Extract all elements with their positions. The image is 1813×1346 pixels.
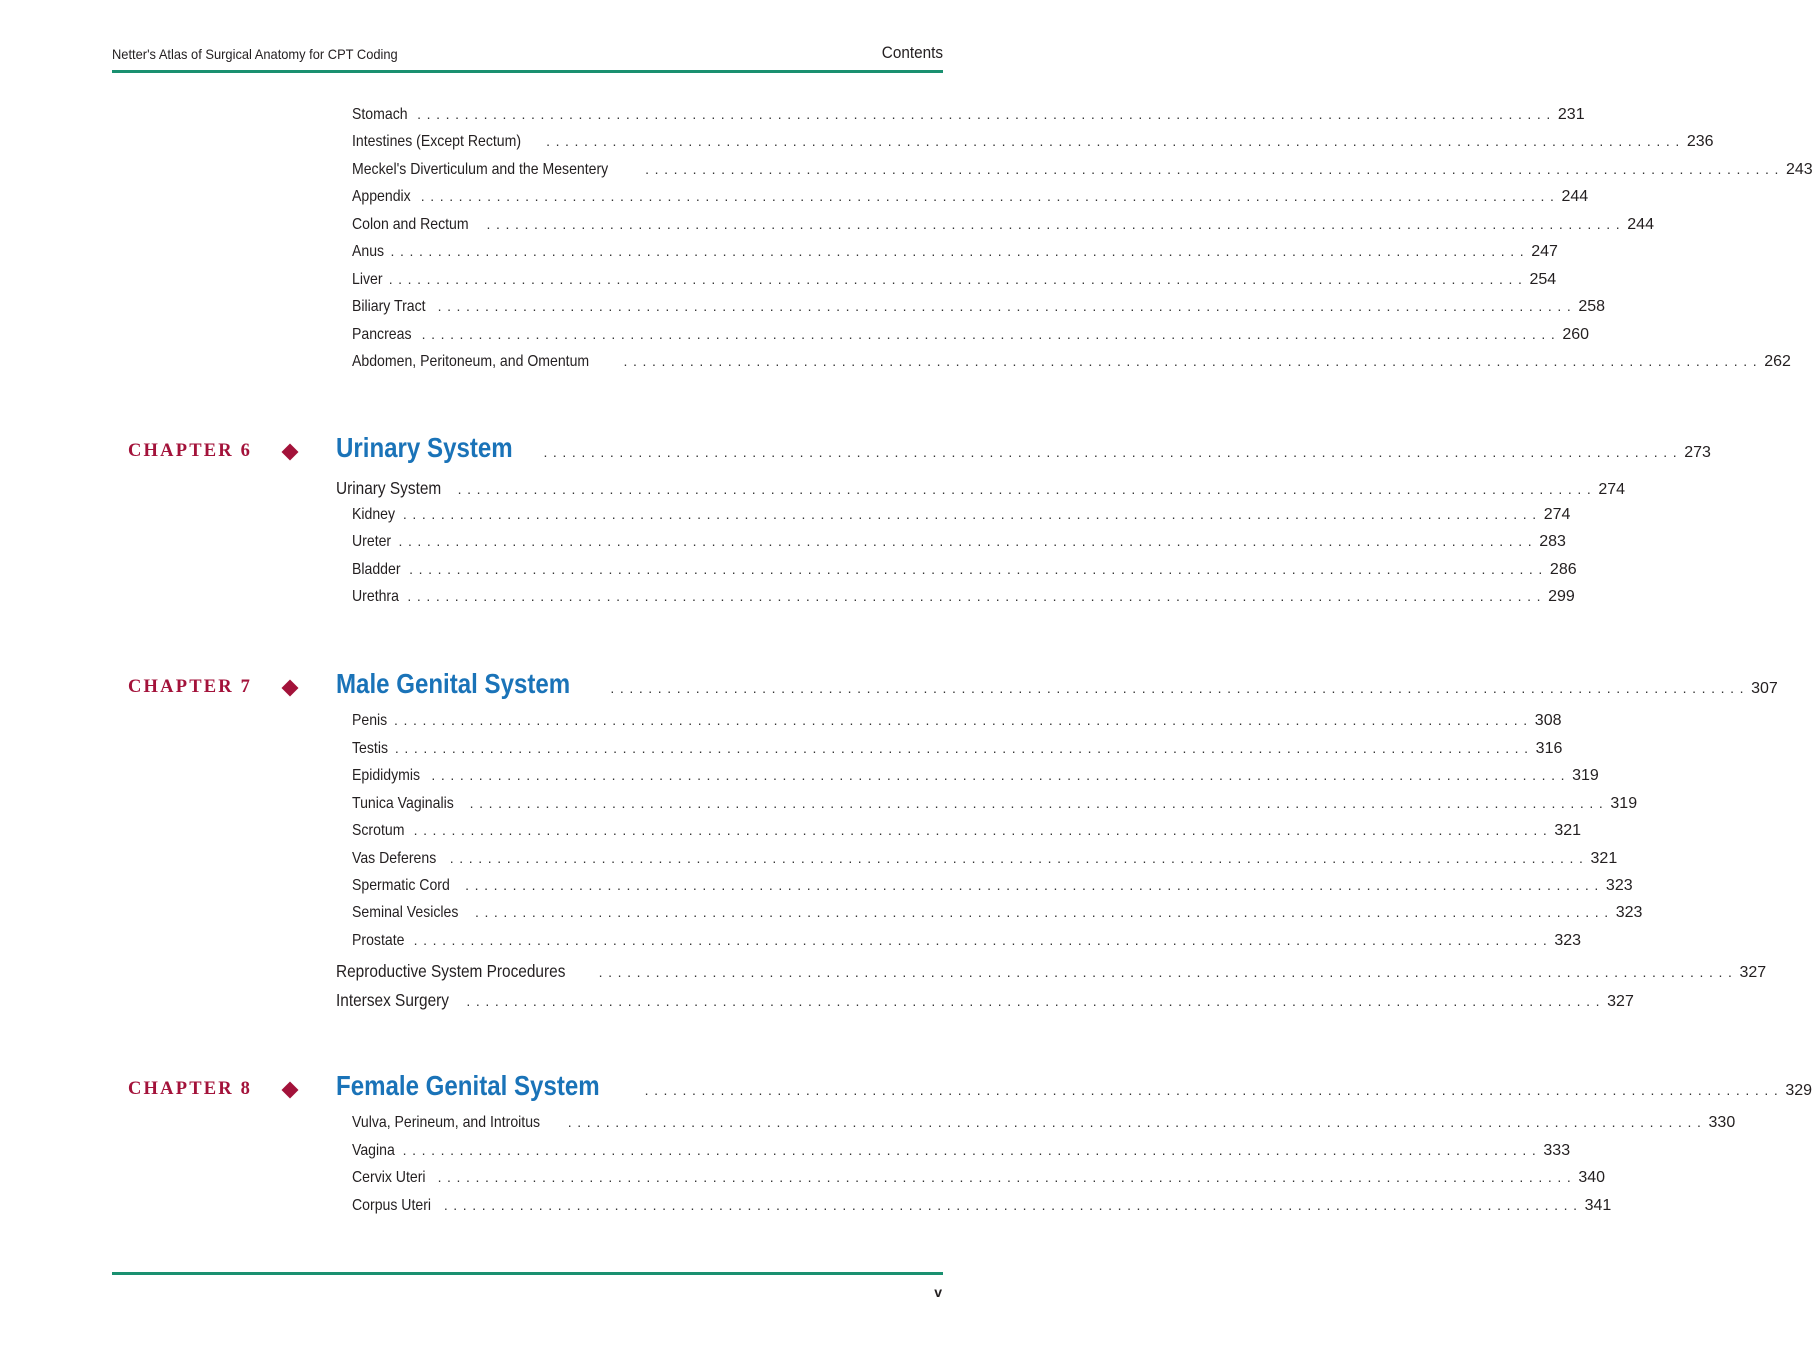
leader-dots: ........................................................................................................................	[457, 481, 1597, 497]
entry-page: 254	[1529, 271, 1557, 288]
entry-page: 243	[1785, 161, 1813, 178]
leader-dots: ........................................................................................................................	[398, 533, 1538, 549]
toc-entry[interactable]	[352, 1114, 1736, 1140]
toc-entry[interactable]	[352, 877, 1633, 903]
entry-page: 321	[1554, 822, 1582, 839]
toc-entry[interactable]	[352, 133, 1714, 159]
leader-dots: ........................................................................................................................	[388, 271, 1528, 287]
entry-title: Seminal Vesicles	[352, 904, 459, 921]
chapter-title: Female Genital System	[336, 1070, 600, 1101]
header-rule	[112, 70, 943, 73]
page-folio: v	[934, 1284, 942, 1300]
entry-title: Corpus Uteri	[352, 1197, 432, 1214]
entry-title: Urethra	[352, 588, 399, 605]
entry-page: 260	[1562, 326, 1590, 343]
entry-page: 244	[1627, 216, 1654, 233]
entry-page: 323	[1615, 904, 1643, 921]
entry-title: Vas Deferens	[352, 850, 437, 867]
entry-title: Prostate	[352, 932, 405, 949]
toc-entry[interactable]	[352, 1169, 1606, 1195]
entry-page: 236	[1686, 133, 1714, 150]
chapter-label: CHAPTER 7	[128, 677, 253, 697]
toc-entry[interactable]	[352, 740, 1563, 766]
entry-page: 333	[1543, 1142, 1571, 1159]
entry-page: 330	[1708, 1114, 1736, 1131]
entry-page: 283	[1539, 533, 1566, 550]
entry-page: 321	[1590, 850, 1618, 867]
toc-entry[interactable]	[352, 271, 1557, 297]
toc-entry[interactable]	[352, 795, 1638, 821]
leader-dots: ........................................................................................................................	[469, 795, 1609, 811]
leader-dots: ........................................................................................................................	[420, 188, 1560, 204]
entry-page: 273	[1684, 444, 1711, 461]
entry-page: 327	[1607, 993, 1634, 1010]
toc-entry[interactable]	[352, 326, 1590, 352]
toc-entry[interactable]	[352, 243, 1558, 269]
entry-page: 286	[1549, 561, 1577, 578]
leader-dots: ........................................................................................................................	[407, 588, 1547, 604]
chapter-label: CHAPTER 6	[128, 441, 253, 461]
toc-entry[interactable]	[336, 478, 1626, 504]
toc-entry[interactable]	[352, 932, 1582, 958]
entry-title: Epididymis	[352, 767, 421, 784]
diamond-icon	[282, 680, 299, 697]
entry-title: Appendix	[352, 188, 411, 205]
leader-dots: ........................................................................................................................	[402, 506, 1542, 522]
entry-page: 247	[1531, 243, 1558, 260]
entry-page: 274	[1543, 506, 1571, 523]
entry-page: 258	[1578, 298, 1606, 315]
leader-dots: ........................................................................................................................	[465, 877, 1604, 893]
entry-page: 231	[1557, 106, 1585, 123]
footer-rule	[112, 1272, 943, 1275]
leader-dots: ........................................................................................................................	[546, 133, 1685, 149]
entry-title: Meckel's Diverticulum and the Mesentery	[352, 161, 609, 178]
entry-page: 341	[1584, 1197, 1612, 1214]
toc-entry[interactable]	[352, 822, 1582, 848]
entry-title: Biliary Tract	[352, 298, 426, 315]
entry-page: 316	[1535, 740, 1563, 757]
leader-dots: ........................................................................................................................	[645, 161, 1784, 177]
entry-title: Testis	[352, 740, 388, 757]
running-header	[112, 42, 943, 70]
entry-page: 319	[1572, 767, 1599, 784]
toc-entry[interactable]	[352, 353, 1791, 379]
entry-title: Intersex Surgery	[336, 990, 449, 1010]
leader-dots: ........................................................................................................................	[610, 680, 1750, 696]
chapter-title-entry[interactable]	[336, 1070, 1813, 1106]
entry-page: 323	[1605, 877, 1633, 894]
toc-entry[interactable]	[352, 588, 1575, 614]
leader-dots: ........................................................................................................................	[543, 444, 1683, 460]
leader-dots: ........................................................................................................................	[623, 353, 1763, 369]
leader-dots: ........................................................................................................................	[394, 712, 1533, 728]
chapter-title: Male Genital System	[336, 668, 571, 699]
toc-entry[interactable]	[352, 561, 1577, 587]
toc-entry[interactable]	[352, 188, 1589, 214]
leader-dots: ........................................................................................................................	[466, 993, 1606, 1009]
chapter-label: CHAPTER 8	[128, 1079, 253, 1099]
toc-entry[interactable]	[352, 1197, 1612, 1223]
leader-dots: ........................................................................................................................	[390, 243, 1530, 259]
entry-title: Urinary System	[336, 478, 442, 498]
entry-page: 327	[1739, 964, 1767, 981]
toc-entry[interactable]	[352, 712, 1562, 738]
entry-title: Cervix Uteri	[352, 1169, 426, 1186]
toc-entry[interactable]	[352, 298, 1606, 324]
entry-title: Bladder	[352, 561, 401, 578]
entry-title: Colon and Rectum	[352, 216, 469, 233]
entry-title: Scrotum	[352, 822, 405, 839]
chapter-title-entry[interactable]	[336, 668, 1778, 704]
entry-page: 299	[1548, 588, 1575, 605]
toc-entry[interactable]	[352, 1142, 1571, 1168]
toc-entry[interactable]	[352, 161, 1813, 187]
leader-dots: ........................................................................................................................	[417, 106, 1556, 122]
toc-entry[interactable]	[352, 216, 1654, 242]
leader-dots: ........................................................................................................................	[402, 1142, 1542, 1158]
leader-dots: ........................................................................................................................	[449, 850, 1589, 866]
leader-dots: ........................................................................................................................	[413, 932, 1553, 948]
entry-title: Penis	[352, 712, 388, 729]
entry-title: Abdomen, Peritoneum, and Omentum	[352, 353, 590, 370]
entry-title: Reproductive System Procedures	[336, 961, 566, 981]
entry-title: Ureter	[352, 533, 392, 550]
leader-dots: ........................................................................................................................	[437, 1169, 1577, 1185]
leader-dots: ........................................................................................................................	[409, 561, 1548, 577]
entry-title: Intestines (Except Rectum)	[352, 133, 522, 150]
leader-dots: ........................................................................................................................	[644, 1082, 1784, 1098]
leader-dots: ........................................................................................................................	[421, 326, 1561, 342]
entry-page: 274	[1598, 481, 1626, 498]
leader-dots: ........................................................................................................................	[394, 740, 1534, 756]
toc-entry[interactable]	[352, 767, 1599, 793]
leader-dots: ........................................................................................................................	[598, 964, 1738, 980]
entry-page: 307	[1751, 680, 1778, 697]
leader-dots: ........................................................................................................................	[474, 904, 1614, 920]
book-title: Netter's Atlas of Surgical Anatomy for CPT Coding	[112, 46, 398, 62]
chapter-title-entry[interactable]	[336, 432, 1711, 468]
toc-entry[interactable]	[352, 506, 1571, 532]
entry-page: 244	[1561, 188, 1589, 205]
entry-title: Spermatic Cord	[352, 877, 450, 894]
entry-page: 329	[1785, 1082, 1813, 1099]
leader-dots: ........................................................................................................................	[413, 822, 1553, 838]
entry-title: Kidney	[352, 506, 396, 523]
entry-page: 308	[1534, 712, 1562, 729]
entry-title: Vagina	[352, 1142, 395, 1159]
entry-title: Anus	[352, 243, 385, 260]
leader-dots: ........................................................................................................................	[567, 1114, 1707, 1130]
entry-page: 323	[1554, 932, 1582, 949]
entry-title: Liver	[352, 271, 383, 288]
entry-page: 340	[1578, 1169, 1606, 1186]
entry-page: 262	[1764, 353, 1791, 370]
leader-dots: ........................................................................................................................	[437, 298, 1577, 314]
toc-entry[interactable]	[336, 990, 1634, 1016]
section-name: Contents	[881, 43, 943, 62]
leader-dots: ........................................................................................................................	[443, 1197, 1583, 1213]
toc-entry[interactable]	[336, 961, 1767, 987]
entry-title: Stomach	[352, 106, 408, 123]
diamond-icon	[282, 1082, 299, 1099]
chapter-title: Urinary System	[336, 432, 513, 463]
entry-title: Tunica Vaginalis	[352, 795, 454, 812]
entry-title: Pancreas	[352, 326, 412, 343]
toc-entry[interactable]	[352, 850, 1618, 876]
leader-dots: ........................................................................................................................	[486, 216, 1626, 232]
toc-entry[interactable]	[352, 533, 1566, 559]
diamond-icon	[282, 444, 299, 461]
entry-page: 319	[1610, 795, 1638, 812]
toc-entry[interactable]	[352, 106, 1585, 132]
leader-dots: ........................................................................................................................	[431, 767, 1571, 783]
toc-entry[interactable]	[352, 904, 1643, 930]
entry-title: Vulva, Perineum, and Introitus	[352, 1114, 541, 1131]
